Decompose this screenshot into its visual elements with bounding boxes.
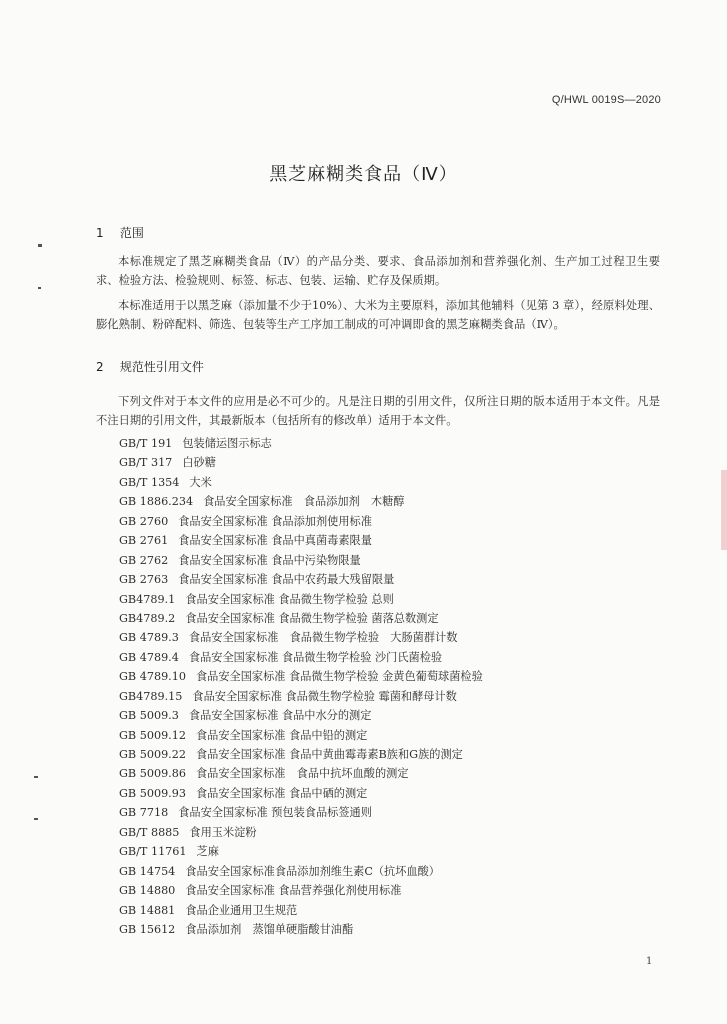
- reference-item: [119, 823, 483, 842]
- section-title: 范围: [119, 226, 144, 240]
- scan-speck: [34, 818, 38, 820]
- reference-item: [119, 667, 483, 686]
- reference-item: [119, 434, 483, 453]
- reference-item: [119, 570, 483, 589]
- reference-code: GB 5009.12: [119, 728, 186, 742]
- section-heading-references: [96, 358, 204, 375]
- reference-code: GB 14880: [119, 884, 176, 898]
- section-title: 规范性引用文件: [119, 360, 204, 374]
- page-title: 黑芝麻糊类食品（Ⅳ）: [269, 164, 458, 185]
- reference-item: [119, 473, 483, 492]
- reference-item: [119, 726, 483, 745]
- section-number: 1: [96, 226, 104, 240]
- reference-code: GB4789.2: [119, 611, 176, 625]
- reference-code: GB 7718: [119, 806, 169, 820]
- reference-code: GB 2763: [119, 573, 169, 587]
- reference-title: 食品安全国家标准 食品中铅的测定: [195, 728, 368, 742]
- section-heading-scope: [96, 224, 144, 241]
- reference-code: GB 14754: [119, 864, 176, 878]
- reference-item: [119, 609, 483, 628]
- reference-title: 白砂糖: [182, 456, 216, 470]
- document-code: Q/HWL 0019S—2020: [551, 94, 661, 106]
- reference-code: GB 15612: [119, 922, 176, 936]
- scan-speck: [38, 287, 41, 289]
- reference-title: 食品安全国家标准 食品微生物学检验 总则: [185, 592, 394, 606]
- reference-list: [119, 434, 483, 939]
- reference-title: 食品安全国家标准 食品微生物学检验 沙门氏菌检验: [188, 650, 443, 664]
- reference-title: 食用玉米淀粉: [189, 825, 257, 839]
- reference-title: 食品安全国家标准 食品中农药最大残留限量: [178, 573, 395, 587]
- page-number: 1: [646, 956, 653, 967]
- reference-code: GB 2761: [119, 534, 169, 548]
- reference-title: 食品安全国家标准 食品微生物学检验 霉菌和酵母计数: [192, 689, 457, 703]
- reference-title: 食品安全国家标准 食品微生物学检验 菌落总数测定: [185, 611, 439, 625]
- reference-item: [119, 803, 483, 822]
- reference-code: GB 2760: [119, 514, 169, 528]
- reference-code: GB 4789.10: [119, 670, 186, 684]
- reference-code: GB 5009.93: [119, 786, 186, 800]
- reference-item: [119, 492, 483, 511]
- reference-code: GB 1886.234: [119, 495, 194, 509]
- reference-item: [119, 881, 483, 900]
- reference-item: [119, 764, 483, 783]
- reference-title: 大米: [189, 475, 212, 489]
- reference-title: 食品安全国家标准 食品微生物学检验 金黄色葡萄球菌检验: [195, 670, 483, 684]
- reference-code: GB/T 1354: [119, 475, 180, 489]
- reference-item: [119, 842, 483, 861]
- applicability-paragraph: 本标准适用于以黑芝麻（添加量不少于10%）、大米为主要原料，添加其他辅料（见第 3 章），经原料处理、膨化熟制、粉碎配料、筛选、包装等生产工序加工制成的可冲调即食的黑芝麻糊类食品（Ⅳ）。: [96, 299, 660, 331]
- reference-code: GB 5009.3: [119, 709, 179, 723]
- reference-code: GB 4789.3: [119, 631, 179, 645]
- reference-title: 食品安全国家标准 食品添加剂 木糖醇: [203, 495, 405, 509]
- reference-title: 食品安全国家标准 食品微生物学检验 大肠菌群计数: [188, 631, 458, 645]
- scan-speck: [34, 776, 38, 778]
- reference-code: GB 5009.86: [119, 767, 186, 781]
- reference-item: [119, 706, 483, 725]
- reference-title: 食品安全国家标准 食品中黄曲霉毒素B族和G族的测定: [195, 748, 463, 761]
- reference-code: GB 2762: [119, 553, 169, 567]
- reference-code: GB4789.1: [119, 592, 176, 606]
- reference-item: [119, 628, 483, 647]
- scope-paragraph: 本标准规定了黑芝麻糊类食品（Ⅳ）的产品分类、要求、食品添加剂和营养强化剂、生产加工过程卫生要求、检验方法、检验规则、标签、标志、包装、运输、贮存及保质期。: [96, 255, 660, 287]
- reference-item: [119, 901, 483, 920]
- reference-code: GB4789.15: [119, 689, 183, 703]
- reference-item: [119, 590, 483, 609]
- reference-item: [119, 687, 483, 706]
- reference-title: 食品安全国家标准 食品中污染物限量: [178, 553, 361, 567]
- reference-item: [119, 784, 483, 803]
- reference-title: 食品安全国家标准 预包装食品标签通则: [178, 806, 372, 820]
- reference-title: 食品添加剂 蒸馏单硬脂酸甘油酯: [185, 922, 354, 936]
- reference-code: GB/T 8885: [119, 825, 180, 839]
- reference-title: 食品安全国家标准食品添加剂维生素C（抗坏血酸）: [185, 864, 440, 878]
- reference-title: 食品安全国家标准 食品中硒的测定: [195, 786, 368, 800]
- reference-title: 包装储运图示标志: [182, 437, 272, 450]
- section-number: 2: [96, 360, 104, 374]
- reference-code: GB 14881: [119, 903, 176, 917]
- reference-code: GB 5009.22: [119, 748, 186, 761]
- reference-item: [119, 512, 483, 531]
- reference-item: [119, 745, 483, 764]
- reference-title: 食品安全国家标准 食品中真菌毒素限量: [178, 534, 372, 548]
- reference-title: 芝麻: [196, 845, 219, 859]
- reference-item: [119, 551, 483, 570]
- reference-code: GB/T 317: [119, 456, 173, 470]
- seal-stamp-edge: [721, 470, 727, 550]
- reference-title: 食品安全国家标准 食品营养强化剂使用标准: [185, 884, 402, 898]
- reference-title: 食品企业通用卫生规范: [185, 903, 298, 917]
- reference-item: [119, 531, 483, 550]
- reference-title: 食品安全国家标准 食品添加剂使用标准: [178, 514, 372, 528]
- references-intro-paragraph: 下列文件对于本文件的应用是必不可少的。凡是注日期的引用文件，仅所注日期的版本适用于本文件。凡是不注日期的引用文件，其最新版本（包括所有的修改单）适用于本文件。: [96, 395, 660, 427]
- reference-item: [119, 920, 483, 939]
- scan-speck: [38, 244, 42, 247]
- reference-item: [119, 648, 483, 667]
- reference-title: 食品安全国家标准 食品中抗坏血酸的测定: [195, 767, 409, 781]
- reference-item: [119, 453, 483, 472]
- reference-code: GB/T 11761: [119, 845, 187, 859]
- reference-code: GB/T 191: [119, 437, 173, 450]
- reference-item: [119, 862, 483, 881]
- reference-title: 食品安全国家标准 食品中水分的测定: [188, 709, 372, 723]
- reference-code: GB 4789.4: [119, 650, 179, 664]
